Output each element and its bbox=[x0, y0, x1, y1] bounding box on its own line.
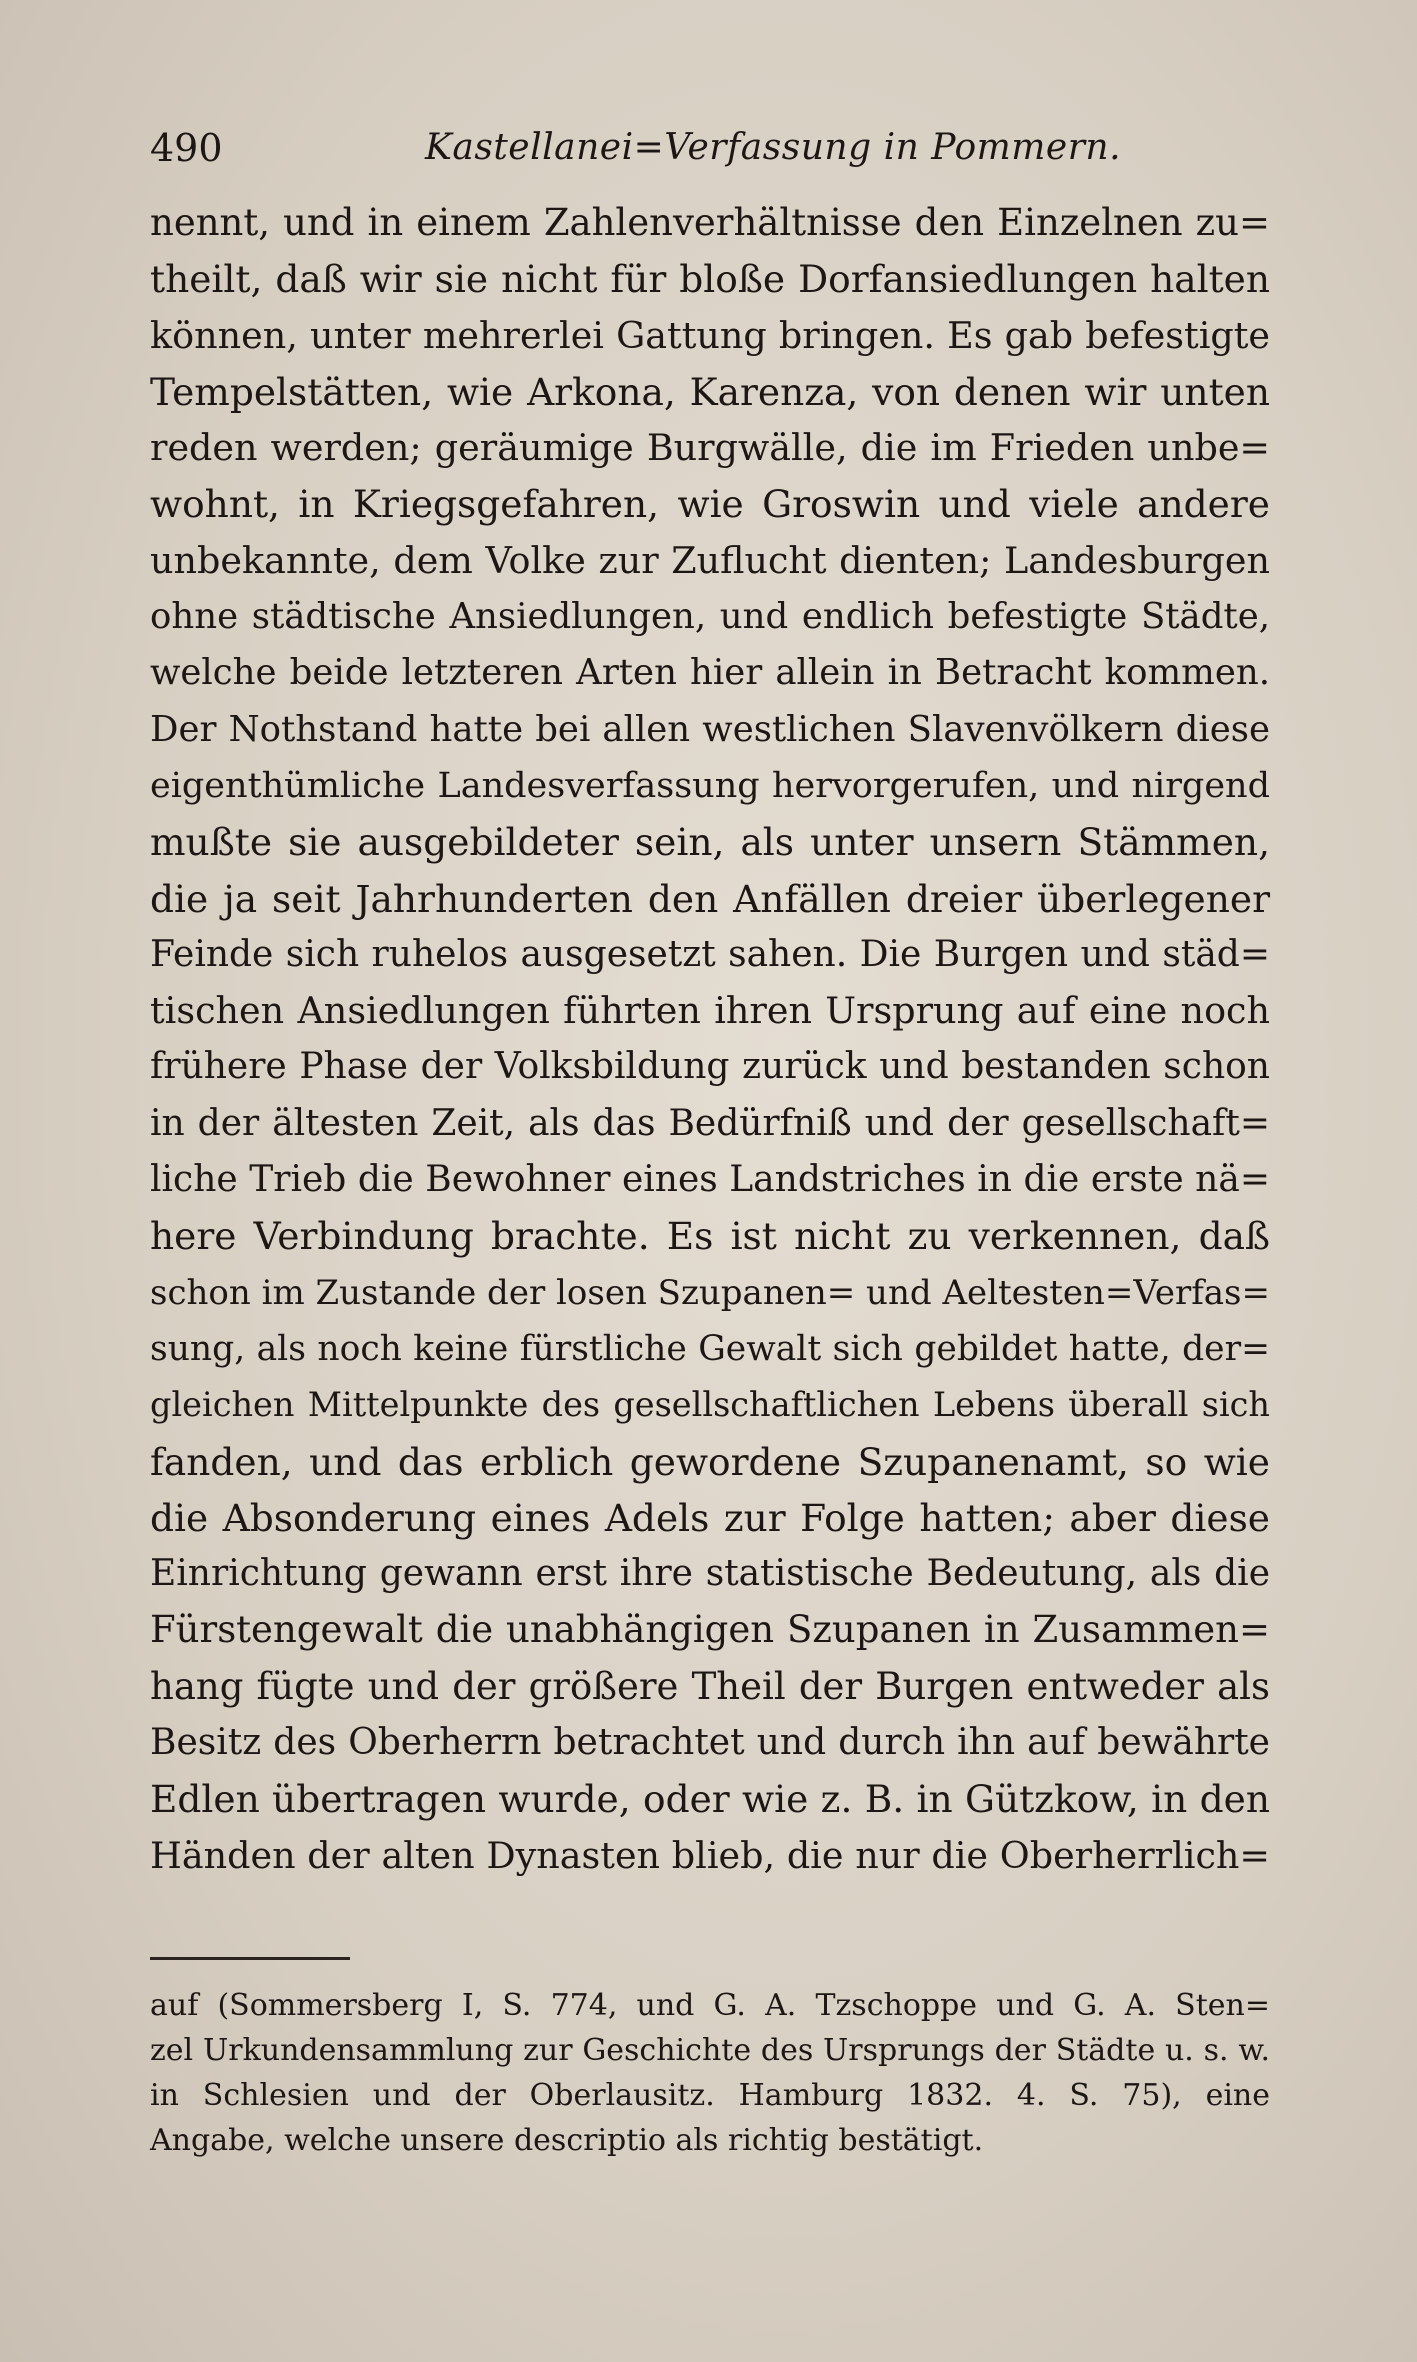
text-line: theilt, daß wir sie nicht für bloße Dorfansiedlungen halten bbox=[150, 257, 1270, 302]
footnote-block bbox=[150, 1983, 1270, 2163]
text-line: gleichen Mittelpunkte des gesellschaftlichen Lebens überall sich bbox=[150, 1385, 1270, 1425]
text-line: ohne städtische Ansiedlungen, und endlich befestigte Städte, bbox=[150, 596, 1270, 638]
text-line: Tempelstätten, wie Arkona, Karenza, von denen wir unten bbox=[150, 369, 1270, 414]
text-line: here Verbindung brachte. Es ist nicht zu verkennen, daß bbox=[150, 1214, 1270, 1259]
text-line: die Absonderung eines Adels zur Folge hatten; aber diese bbox=[150, 1495, 1270, 1540]
text-line: unbekannte, dem Volke zur Zuflucht dienten; Landesburgen bbox=[150, 538, 1270, 582]
text-line: nennt, und in einem Zahlenverhältnisse den Einzelnen zu= bbox=[150, 201, 1270, 244]
body-text bbox=[150, 195, 1270, 1884]
text-line: in der ältesten Zeit, als das Bedürfniß und der gesellschaft= bbox=[150, 1102, 1270, 1144]
text-line: sung, als noch keine fürstliche Gewalt sich gebildet hatte, der= bbox=[150, 1328, 1270, 1369]
footnote-line: Angabe, welche unsere descriptio als richtig bestätigt. bbox=[150, 2123, 984, 2158]
text-line: Einrichtung gewann erst ihre statistische Bedeutung, als die bbox=[150, 1553, 1270, 1595]
footnote-line: zel Urkundensammlung zur Geschichte des Ursprungs der Städte u. s. w. bbox=[150, 2033, 1270, 2068]
text-line: schon im Zustande der losen Szupanen= und Aeltesten=Verfas= bbox=[150, 1272, 1270, 1313]
page-number: 490 bbox=[150, 126, 223, 170]
footnote-line: in Schlesien und der Oberlausitz. Hamburg 1832. 4. S. 75), eine bbox=[150, 2078, 1270, 2113]
text-line: frühere Phase der Volksbildung zurück und bestanden schon bbox=[150, 1046, 1270, 1088]
running-head bbox=[150, 118, 1280, 178]
text-line: hang fügte und der größere Theil der Burgen entweder als bbox=[150, 1664, 1270, 1708]
text-line: Fürstengewalt die unabhängigen Szupanen in Zusammen= bbox=[150, 1608, 1270, 1652]
text-line: Edlen übertragen wurde, oder wie z. B. in Gützkow, in den bbox=[150, 1777, 1270, 1822]
text-line: Der Nothstand hatte bei allen westlichen Slavenvölkern diese bbox=[150, 708, 1270, 750]
text-line: eigenthümliche Landesverfassung hervorgerufen, und nirgend bbox=[150, 765, 1270, 806]
text-line: Besitz des Oberherrn betrachtet und durch ihn auf bewährte bbox=[150, 1722, 1270, 1764]
text-line: welche beide letzteren Arten hier allein in Betracht kommen. bbox=[150, 652, 1270, 694]
text-line: die ja seit Jahrhunderten den Anfällen dreier überlegener bbox=[150, 876, 1270, 921]
text-line: tischen Ansiedlungen führten ihren Ursprung auf eine noch bbox=[150, 989, 1270, 1033]
text-line: liche Trieb die Bewohner eines Landstriches in die erste nä= bbox=[150, 1159, 1270, 1201]
text-line: wohnt, in Kriegsgefahren, wie Groswin und viele andere bbox=[150, 482, 1270, 527]
text-line: Feinde sich ruhelos ausgesetzt sahen. Die Burgen und städ= bbox=[150, 933, 1270, 975]
text-line: reden werden; geräumige Burgwälle, die im Frieden unbe= bbox=[150, 426, 1270, 470]
footnote-divider bbox=[150, 1957, 350, 1960]
footnote-line: auf (Sommersberg I, S. 774, und G. A. Tzschoppe und G. A. Sten= bbox=[150, 1988, 1270, 2023]
running-head-title: Kastellanei=Verfassung in Pommern. bbox=[425, 127, 1122, 168]
text-line: fanden, und das erblich gewordene Szupanenamt, so wie bbox=[150, 1439, 1270, 1484]
text-line: können, unter mehrerlei Gattung bringen. Es gab befestigte bbox=[150, 313, 1270, 357]
text-line: mußte sie ausgebildeter sein, als unter unsern Stämmen, bbox=[150, 820, 1270, 865]
text-line: Händen der alten Dynasten blieb, die nur die Oberherrlich= bbox=[150, 1833, 1270, 1877]
